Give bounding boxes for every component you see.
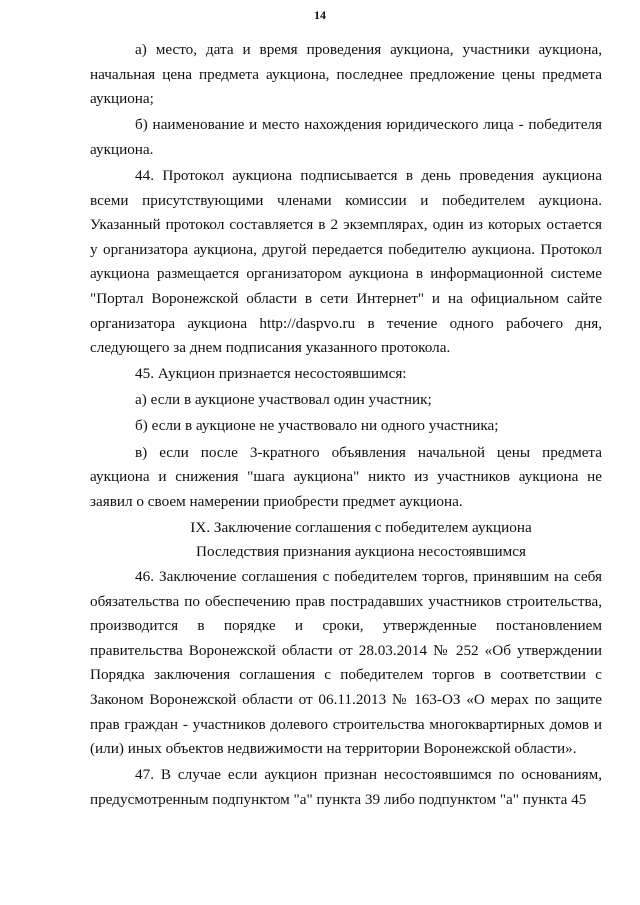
page-number: 14 (314, 8, 326, 22)
paragraph-46: 46. Заключение соглашения с победителем торгов, принявшим на себя обязательства по обеспечению прав пострадавших участников строительства, производится в порядке и сроки, утвержденные постановлением правительства Воронежской области от 28.03.2014 № 252 «Об утверждении Порядка заключения соглашения с победителем торгов в соответствии с Законом Воронежской области от 06.11.2013 № 163-ОЗ «О мерах по защите прав граждан - участников долевого строительства многоквартирных домов и (или) иных объектов недвижимости на территории Воронежской области». (90, 567, 602, 758)
paragraph-44: 44. Протокол аукциона подписывается в день проведения аукциона всеми присутствующими членами комиссии и победителем аукциона. Указанный протокол составляется в 2 экземплярах, один из которых остается у организатора аукциона, другой передается победителю аукциона. Протокол аукциона размещается организатором аукциона в информационной системе "Портал Воронежской области в сети Интернет" и на официальном сайте организатора аукциона http://daspvo.ru в течение одного рабочего дня, следующего за днем подписания указанного протокола. (90, 166, 602, 357)
document-body (90, 38, 602, 812)
section-heading: IX. Заключение соглашения с победителем аукциона (190, 518, 532, 536)
paragraph-43a: а) место, дата и время проведения аукциона, участники аукциона, начальная цена предмета аукциона, последнее предложение цены предмета аукциона; (90, 41, 602, 108)
section-subheading: Последствия признания аукциона несостоявшимся (196, 543, 526, 561)
paragraph-47: 47. В случае если аукцион признан несостоявшимся по основаниям, предусмотренным подпунктом "а" пункта 39 либо подпунктом "а" пункта 45 (90, 766, 602, 808)
paragraph-45a: а) если в аукционе участвовал один участник; (135, 391, 432, 409)
paragraph-45c: в) если после 3-кратного объявления начальной цены предмета аукциона и снижения "шага аукциона" никто из участников аукциона не заявил о своем намерении приобрести предмет аукциона. (90, 443, 602, 510)
paragraph-45b: б) если в аукционе не участвовало ни одного участника; (135, 417, 499, 435)
paragraph-43b: б) наименование и место нахождения юридического лица - победителя аукциона. (90, 116, 602, 158)
paragraph-45: 45. Аукцион признается несостоявшимся: (135, 365, 407, 383)
